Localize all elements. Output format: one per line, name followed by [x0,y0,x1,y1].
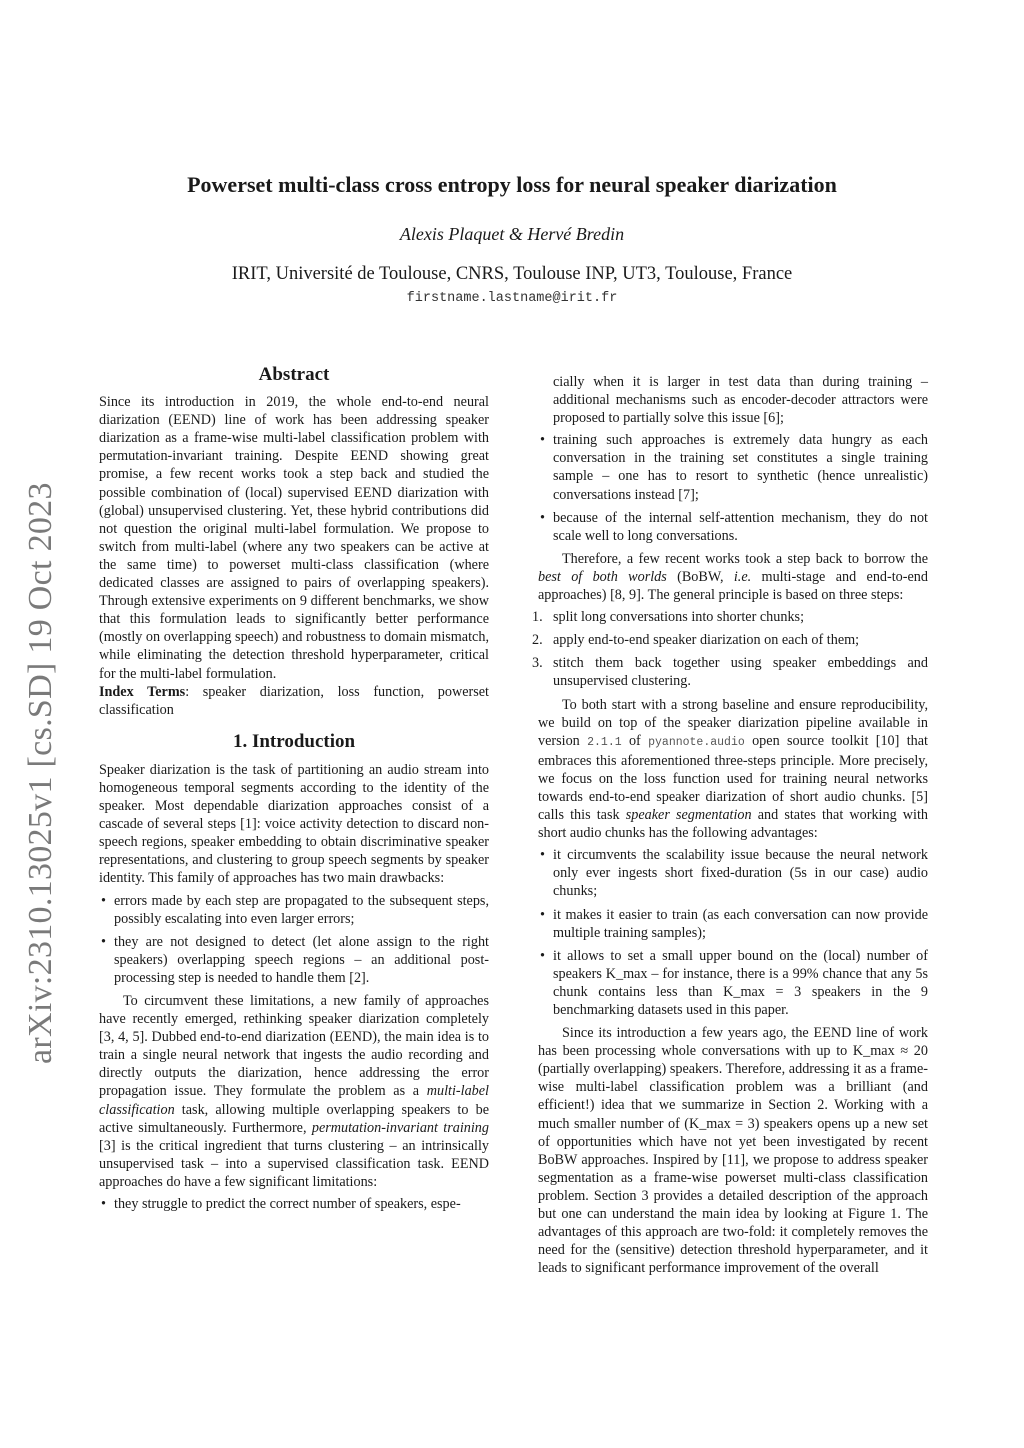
list-item: • errors made by each step are propagated to the subsequent steps, possibly escalating into even larger errors; [99,892,489,928]
text-run: and states that working with short audio chunks has the following advantages: [538,807,929,842]
text-run: open source toolkit [10] that embraces this aforementioned three-steps principle. More precisely, we focus on the loss function used for training neural networks towards end-to-end speaker diarization of short audio chunks. [5] calls this task [538,732,928,824]
emphasis: permutation-invariant training [311,1119,489,1136]
text-run: multi-stage and end-to-end approaches) [8, 9]. The general principle is based on three steps: [538,568,928,604]
baseline-paragraph [538,696,928,843]
list-item: • it circumvents the scalability issue because the neural network only ever ingests short fixed-duration (5s in our case) audio chunks; [538,846,928,900]
intro-paragraph-2 [99,992,489,1191]
bobw-paragraph [538,550,928,604]
paper-title: Powerset multi-class cross entropy loss for neural speaker diarization [187,172,837,197]
index-terms-text: : speaker diarization, loss function, powerset classification [99,683,490,718]
arxiv-identifier: arXiv:2310.13025v1 [cs.SD] 19 Oct 2023 [22,482,59,1064]
text-run: Therefore, a few recent works took a step back to borrow the [562,550,928,567]
list-item: • because of the internal self-attention mechanism, they do not scale well to long conversations. [538,509,928,545]
index-terms [99,683,489,719]
emphasis: speaker segmentation [625,807,752,824]
step-text: split long conversations into shorter chunks; [553,609,805,626]
list-item [532,608,928,626]
left-column [99,366,489,1218]
advantages-list [538,846,928,1019]
paper-authors: Alexis Plaquet & Hervé Bredin [399,224,625,244]
limitations-list-continued [538,431,928,545]
limitations-continued: cially when it is larger in test data than during training – additional mechanisms such as encoder-decoder attractors were proposed to partially solve this issue [6]; [553,374,928,427]
step-text: stitch them back together using speaker embeddings and unsupervised clustering. [553,655,928,690]
text-run: (BoBW, [666,568,734,585]
step-number: 1. [532,609,543,626]
list-item [532,654,928,690]
text-run: [3] is the critical ingredient that turns clustering – an intrinsically unsupervised task – into a supervised classification task. EEND approaches do have a few significant limitations: [99,1137,489,1190]
list-item: • it makes it easier to train (as each conversation can now provide multiple training samples); [538,906,928,942]
text-run: To circumvent these limitations, a new family of approaches have recently emerged, rethinking speaker diarization completely [3, 4, 5]. Dubbed end-to-end diarization (EEND), the main idea is to train a single neural network that ingests the audio recording and directly outputs the diarization, hence addressing the error propagation issue. They formulate the problem as a [99,993,489,1100]
eend-paragraph: Since its introduction a few years ago, the EEND line of work has been processing whole conversations with up to K_max ≈ 20 (partially overlapping) speakers. Therefore, addressing it as a frame-wise multi-label classification problem was a brilliant (and efficient!) idea that we summarize in Section 2. Working with a much smaller number of (K_max = 3) speakers opens up a new set of opportunities which have not yet been investigated by recent BoBW approaches. Inspired by [11], we propose to address speaker segmentation as a frame-wise powerset multi-class classification problem. Section 3 provides a detailed description of the approach but one can understand the main idea by looking at Figure 1. The advantages of this approach are two-fold: it completely removes the need for the (sensitive) detection threshold hyperparameter, and it leads to significant performance improvement of the overall [538,1025,928,1277]
text-run: of [621,732,649,749]
limitations-list [99,1195,489,1213]
intro-paragraph-1: Speaker diarization is the task of partitioning an audio stream into homogeneous temporal segments according to the identity of the speaker. Most dependable diarization approaches consist of a cascade of several steps [1]: voice activity detection to discard non-speech regions, speaker embedding to obtain discriminative speaker representations, and clustering to group speech segments by speaker identity. This family of approaches has two main drawbacks: [99,761,489,887]
right-column [532,373,929,1277]
introduction-heading: 1. Introduction [232,730,356,752]
emphasis: multi-label classification [99,1083,489,1118]
list-item: • training such approaches is extremely data hungry as each conversation in the training set constitutes a single training sample – one has to resort to synthetic (hence unrealistic) conversations instead [7]; [538,431,928,503]
text-run: task, allowing multiple overlapping speakers to be active simultaneously. Furthermore, [99,1101,489,1136]
abstract-heading: Abstract [258,364,330,385]
list-item: • they are not designed to detect (let alone assign to the right speakers) overlapping speech regions – an additional post-processing step is needed to handle them [2]. [99,933,489,987]
index-terms-label: Index Terms [99,683,186,700]
text-run: To both start with a strong baseline and ensure reproducibility, we build on top of the speaker diarization pipeline available in version [538,696,928,749]
package-code: pyannote.audio [648,735,745,749]
emphasis: i.e. [733,568,752,585]
list-item: • it allows to set a small upper bound on the (local) number of speakers K_max – for instance, there is a 99% chance that any 5s chunk contains less than K_max = 3 speakers in the 9 benchmarking datasets used in this paper. [538,947,928,1019]
list-item: • they struggle to predict the correct number of speakers, espe- [99,1195,489,1213]
step-number: 2. [532,632,543,649]
version-code: 2.1.1 [587,735,622,749]
step-number: 3. [532,655,543,672]
list-item [532,631,928,649]
step-text: apply end-to-end speaker diarization on each of them; [553,632,860,649]
drawbacks-list [99,892,489,987]
steps-list [532,608,928,690]
emphasis: best of both worlds [538,568,667,585]
paper-email: firstname.lastname@irit.fr [406,291,618,306]
paper-affiliation: IRIT, Université de Toulouse, CNRS, Toulouse INP, UT3, Toulouse, France [231,264,793,284]
abstract-text: Since its introduction in 2019, the whole end-to-end neural diarization (EEND) line of work has been addressing speaker diarization as a frame-wise multi-label classification problem with permutation-invariant training. Despite EEND showing great promise, a few recent works took a step back and studied the possible combination of (local) supervised EEND diarization with (global) unsupervised clustering. Yet, these hybrid contributions did not question the original multi-label formulation. We propose to switch from multi-label (where any two speakers can be active at the same time) to powerset multi-class classification (where dedicated classes are assigned to pairs of overlapping speakers). Through extensive experiments on 9 different benchmarks, we show that this formulation leads to significantly better performance (mostly on overlapping speech) and robustness to domain mismatch, while eliminating the detection threshold hyperparameter, critical for the multi-label formulation. [99,394,489,682]
